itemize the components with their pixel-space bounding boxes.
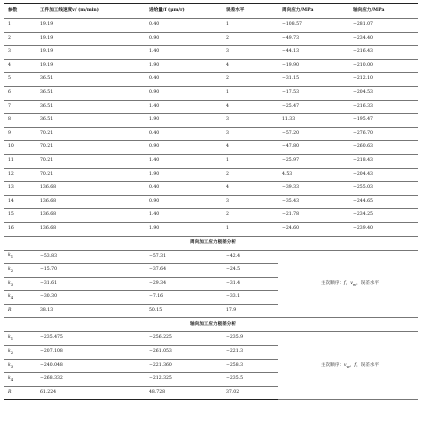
row-label-symbol: k bbox=[8, 294, 11, 300]
table-cell: 3 bbox=[4, 46, 36, 60]
table-cell: −31.61 bbox=[36, 277, 145, 291]
table-cell: 1 bbox=[222, 19, 278, 33]
table-cell: 7 bbox=[4, 100, 36, 114]
table-row bbox=[4, 222, 418, 236]
table-cell: −33.1 bbox=[222, 291, 278, 305]
table-cell: −268.332 bbox=[36, 373, 145, 387]
table-row bbox=[4, 59, 418, 73]
row-label-symbol: k bbox=[8, 376, 11, 382]
table-row bbox=[4, 182, 418, 196]
table-cell: 0.90 bbox=[145, 32, 222, 46]
table-cell: −19.90 bbox=[278, 59, 349, 73]
table-cell: 3 bbox=[222, 114, 278, 128]
table-body bbox=[4, 4, 418, 400]
table-cell: 2 bbox=[222, 209, 278, 223]
order-item-text: v bbox=[343, 362, 347, 368]
order-item: $v_w$， bbox=[350, 280, 361, 287]
row-label bbox=[4, 291, 36, 305]
table-cell: 12 bbox=[4, 168, 36, 182]
table-cell: 70.21 bbox=[36, 168, 145, 182]
column-header: 进给量/f (μm/r) bbox=[145, 4, 222, 19]
table-cell: 38.13 bbox=[36, 304, 145, 318]
column-header: 工件加工线速度v/ (m/min) bbox=[36, 4, 145, 19]
column-header: 轴向应力/MPa bbox=[349, 4, 418, 19]
table-cell: 36.51 bbox=[36, 100, 145, 114]
row-label bbox=[4, 386, 36, 400]
table-cell: −276.70 bbox=[349, 127, 418, 141]
row-label-symbol: k bbox=[8, 348, 11, 354]
table-cell: −195.47 bbox=[349, 114, 418, 128]
table-cell: 2 bbox=[222, 168, 278, 182]
table-cell: −207.108 bbox=[36, 346, 145, 360]
table-cell: −25.47 bbox=[278, 100, 349, 114]
table-cell: −221.3 bbox=[222, 346, 278, 360]
order-item bbox=[361, 363, 379, 368]
table-cell: 4 bbox=[222, 141, 278, 155]
table-cell: 19.19 bbox=[36, 32, 145, 46]
section-title-row bbox=[4, 236, 418, 250]
table-cell: 1 bbox=[222, 222, 278, 236]
table-cell: −218.43 bbox=[349, 154, 418, 168]
table-cell: −216.43 bbox=[349, 46, 418, 60]
row-label bbox=[4, 277, 36, 291]
table-cell: −240.048 bbox=[36, 359, 145, 373]
order-item-text: f bbox=[354, 362, 357, 368]
table-cell: −216.33 bbox=[349, 100, 418, 114]
table-cell: −261.053 bbox=[145, 346, 222, 360]
order-item: $v_w$， bbox=[343, 362, 355, 369]
table-cell: −31.4 bbox=[222, 277, 278, 291]
table-cell: 5 bbox=[4, 73, 36, 87]
table-cell: 1.90 bbox=[145, 222, 222, 236]
row-label bbox=[4, 304, 36, 318]
table-row bbox=[4, 86, 418, 100]
table-row bbox=[4, 73, 418, 87]
order-item-text: 误差水平 bbox=[360, 280, 380, 286]
table-cell: 17.9 bbox=[222, 304, 278, 318]
table-cell: −21.78 bbox=[278, 209, 349, 223]
order-item: f， bbox=[343, 280, 351, 286]
order-item: f， bbox=[354, 362, 361, 368]
data-table bbox=[4, 3, 418, 400]
row-label-subscript: 2 bbox=[10, 267, 14, 273]
table-cell: 4 bbox=[222, 100, 278, 114]
table-cell: 8 bbox=[4, 114, 36, 128]
table-cell: 1.40 bbox=[145, 154, 222, 168]
table-cell: 70.21 bbox=[36, 154, 145, 168]
table-row bbox=[4, 127, 418, 141]
table-cell: 136.68 bbox=[36, 195, 145, 209]
table-cell: 2 bbox=[4, 32, 36, 46]
row-label bbox=[4, 250, 36, 264]
table-cell: −221.360 bbox=[145, 359, 222, 373]
table-cell: −42.4 bbox=[222, 250, 278, 264]
table-cell: −57.31 bbox=[145, 250, 222, 264]
table-cell: −29.34 bbox=[145, 277, 222, 291]
order-item-text: 误差水平 bbox=[360, 362, 380, 368]
table-cell: 4.53 bbox=[278, 168, 349, 182]
table-cell: 16 bbox=[4, 222, 36, 236]
table-cell: −37.64 bbox=[145, 264, 222, 278]
table-cell: −235.9 bbox=[222, 332, 278, 346]
row-label-symbol: R bbox=[8, 307, 12, 313]
row-label bbox=[4, 346, 36, 360]
row-label-subscript: 1 bbox=[10, 254, 14, 260]
table-cell: −235.475 bbox=[36, 332, 145, 346]
row-label bbox=[4, 373, 36, 387]
table-cell: −281.07 bbox=[349, 19, 418, 33]
order-item-text: f bbox=[343, 280, 346, 286]
table-cell: 13 bbox=[4, 182, 36, 196]
table-cell: 0.40 bbox=[145, 19, 222, 33]
table-cell: −256.225 bbox=[145, 332, 222, 346]
table-row bbox=[4, 141, 418, 155]
table-cell: 14 bbox=[4, 195, 36, 209]
order-cell bbox=[278, 250, 418, 318]
table-cell: 9 bbox=[4, 127, 36, 141]
row-label-symbol: k bbox=[8, 253, 11, 259]
table-cell: −7.16 bbox=[145, 291, 222, 305]
table-row bbox=[4, 209, 418, 223]
row-label-symbol: k bbox=[8, 362, 11, 368]
section-title: 轴向加工应力极差分析 bbox=[4, 318, 418, 332]
table-row bbox=[4, 32, 418, 46]
table-cell: 1.40 bbox=[145, 209, 222, 223]
table-cell: −234.25 bbox=[349, 209, 418, 223]
table-cell: −260.63 bbox=[349, 141, 418, 155]
table-cell: 1.90 bbox=[145, 114, 222, 128]
table-cell: 15 bbox=[4, 209, 36, 223]
order-item-subscript: w bbox=[346, 363, 350, 369]
table-cell: 3 bbox=[222, 46, 278, 60]
row-label bbox=[4, 359, 36, 373]
table-cell: −53.83 bbox=[36, 250, 145, 264]
table-cell: 0.90 bbox=[145, 195, 222, 209]
order-label: 主次顺序： bbox=[320, 362, 344, 368]
table-cell: −204.53 bbox=[349, 86, 418, 100]
table-cell: −108.57 bbox=[278, 19, 349, 33]
table-cell: 4 bbox=[4, 59, 36, 73]
table-cell: 19.19 bbox=[36, 59, 145, 73]
table-cell: −255.03 bbox=[349, 182, 418, 196]
table-row bbox=[4, 46, 418, 60]
table-cell: 0.90 bbox=[145, 141, 222, 155]
table-cell: 0.40 bbox=[145, 73, 222, 87]
table-cell: −25.97 bbox=[278, 154, 349, 168]
table-cell: −17.53 bbox=[278, 86, 349, 100]
row-label-subscript: 4 bbox=[10, 377, 14, 383]
table-cell: 1 bbox=[222, 86, 278, 100]
order-label: 主次顺序： bbox=[320, 280, 344, 286]
row-label bbox=[4, 264, 36, 278]
table-cell: −44.13 bbox=[278, 46, 349, 60]
analysis-row bbox=[4, 332, 418, 346]
order-item bbox=[361, 281, 379, 286]
header-row bbox=[4, 4, 418, 19]
table-cell: −39.33 bbox=[278, 182, 349, 196]
table-cell: −57.20 bbox=[278, 127, 349, 141]
table-cell: −31.15 bbox=[278, 73, 349, 87]
table-cell: 50.15 bbox=[145, 304, 222, 318]
table-cell: 48.728 bbox=[145, 386, 222, 400]
table-cell: 6 bbox=[4, 86, 36, 100]
table-cell: 3 bbox=[222, 127, 278, 141]
table-cell: −212.10 bbox=[349, 73, 418, 87]
row-label bbox=[4, 332, 36, 346]
table-cell: 70.21 bbox=[36, 141, 145, 155]
table-cell: 1.90 bbox=[145, 59, 222, 73]
table-cell: −24.5 bbox=[222, 264, 278, 278]
section-title-row bbox=[4, 318, 418, 332]
table-cell: 10 bbox=[4, 141, 36, 155]
table-cell: 3 bbox=[222, 195, 278, 209]
table-cell: −212.325 bbox=[145, 373, 222, 387]
section-title: 周向加工应力极差分析 bbox=[4, 236, 418, 250]
table-cell: −244.65 bbox=[349, 195, 418, 209]
analysis-row bbox=[4, 250, 418, 264]
table-row bbox=[4, 19, 418, 33]
row-label-symbol: k bbox=[8, 267, 11, 273]
table-cell: 1 bbox=[4, 19, 36, 33]
table-cell: 1.40 bbox=[145, 100, 222, 114]
row-label-symbol: k bbox=[8, 280, 11, 286]
row-label-symbol: k bbox=[8, 335, 11, 341]
table-row bbox=[4, 114, 418, 128]
table-cell: 136.68 bbox=[36, 182, 145, 196]
table-cell: 2 bbox=[222, 73, 278, 87]
row-label-subscript: 3 bbox=[10, 363, 14, 369]
table-cell: −210.00 bbox=[349, 59, 418, 73]
column-header: 误差水平 bbox=[222, 4, 278, 19]
table-cell: 36.51 bbox=[36, 114, 145, 128]
order-item-subscript: w bbox=[352, 281, 357, 287]
table-cell: 1 bbox=[222, 154, 278, 168]
table-cell: −258.3 bbox=[222, 359, 278, 373]
table-cell: 61.224 bbox=[36, 386, 145, 400]
row-label-subscript: 1 bbox=[10, 336, 14, 342]
row-label-subscript: 2 bbox=[10, 349, 14, 355]
table-cell: −15.70 bbox=[36, 264, 145, 278]
table-cell: 1.90 bbox=[145, 168, 222, 182]
table-cell: 19.19 bbox=[36, 19, 145, 33]
row-label-subscript: 3 bbox=[10, 281, 14, 287]
table-cell: 4 bbox=[222, 59, 278, 73]
table-row bbox=[4, 100, 418, 114]
table-cell: −49.73 bbox=[278, 32, 349, 46]
table-row bbox=[4, 154, 418, 168]
table-cell: 36.51 bbox=[36, 86, 145, 100]
table-cell: −24.60 bbox=[278, 222, 349, 236]
table-cell: 19.19 bbox=[36, 46, 145, 60]
table-cell: −204.43 bbox=[349, 168, 418, 182]
table-cell: −239.40 bbox=[349, 222, 418, 236]
table-row bbox=[4, 168, 418, 182]
table-cell: −35.43 bbox=[278, 195, 349, 209]
table-cell: 2 bbox=[222, 32, 278, 46]
column-header: 周向应力/MPa bbox=[278, 4, 349, 19]
table-cell: −235.5 bbox=[222, 373, 278, 387]
table-cell: −47.80 bbox=[278, 141, 349, 155]
table-cell: 11.33 bbox=[278, 114, 349, 128]
order-cell bbox=[278, 332, 418, 400]
table-cell: 1.40 bbox=[145, 46, 222, 60]
table-cell: 136.68 bbox=[36, 209, 145, 223]
row-label-symbol: R bbox=[8, 389, 12, 395]
table-cell: 136.68 bbox=[36, 222, 145, 236]
table-cell: 37.02 bbox=[222, 386, 278, 400]
table-cell: 0.40 bbox=[145, 127, 222, 141]
table-cell: 0.40 bbox=[145, 182, 222, 196]
table-cell: 36.51 bbox=[36, 73, 145, 87]
table-cell: 0.90 bbox=[145, 86, 222, 100]
table-cell: −30.30 bbox=[36, 291, 145, 305]
column-header: 参数 bbox=[4, 4, 36, 19]
table-row bbox=[4, 195, 418, 209]
table-cell: 70.21 bbox=[36, 127, 145, 141]
table-cell: 11 bbox=[4, 154, 36, 168]
order-item-text: v bbox=[350, 280, 353, 286]
table-cell: −234.40 bbox=[349, 32, 418, 46]
table-cell: 4 bbox=[222, 182, 278, 196]
row-label-subscript: 4 bbox=[10, 295, 14, 301]
